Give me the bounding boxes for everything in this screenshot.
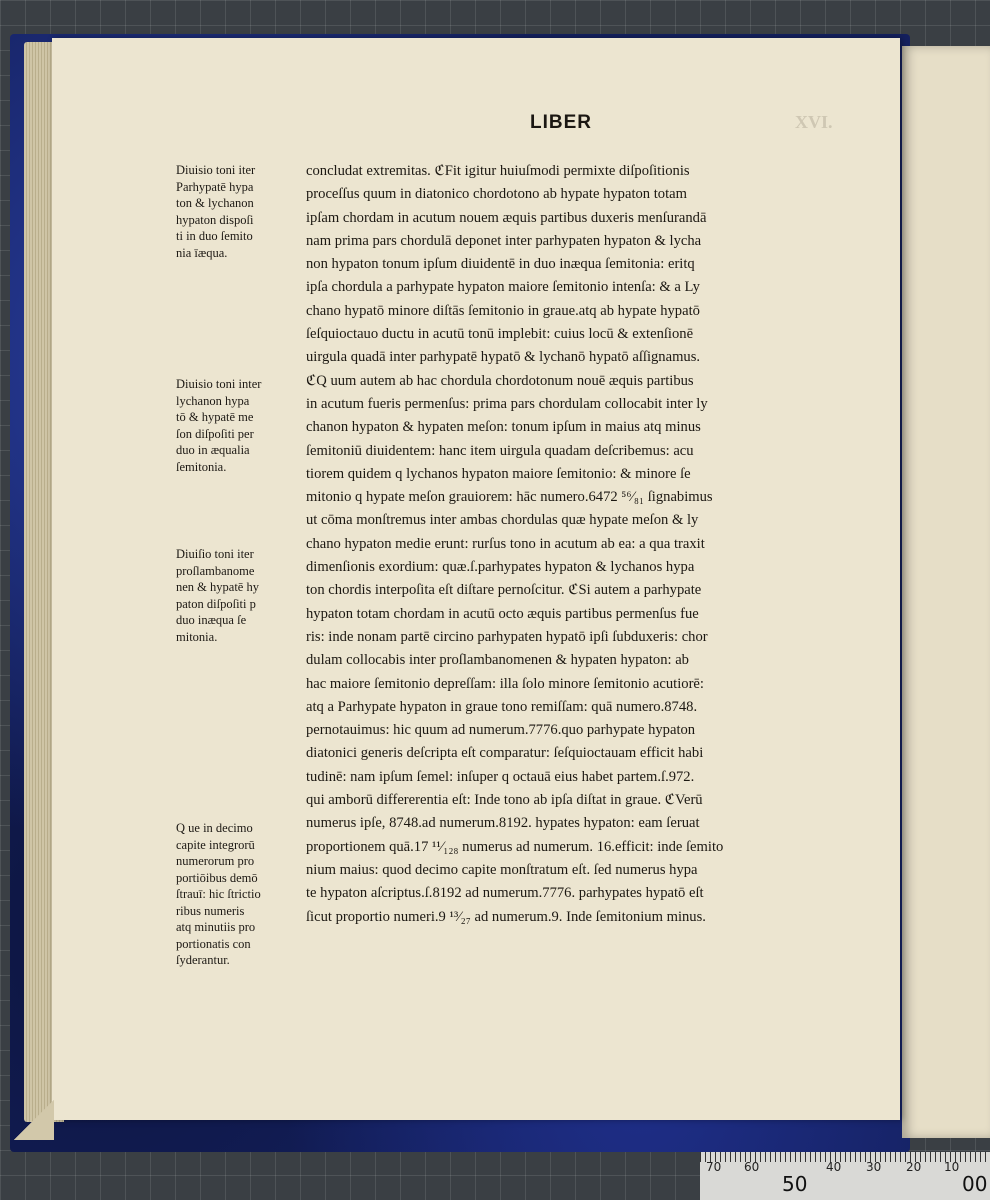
- margin-note-line: hypaton dispoſi: [176, 212, 254, 227]
- ruler-label: 20: [906, 1160, 922, 1174]
- text-line: te hypaton aſcriptus.ſ.8192 ad numerum.7776. parhypates hypatō eſt: [306, 885, 704, 902]
- ruler-label-large: 00: [962, 1172, 988, 1196]
- ruler-label: 60: [744, 1160, 760, 1174]
- text-line: tudinē: nam ipſum ſemel: inſuper q octauā eius habet partem.ſ.972.: [306, 768, 695, 785]
- text-line: ton chordis interpoſita eſt diſtare pernoſcitur. ℭSi autem a parhypate: [306, 582, 702, 599]
- margin-note-line: numerorum pro: [176, 854, 255, 868]
- text-line: hac maiore ſemitonio depreſſam: illa ſolo minore ſemitonio acutiorē:: [306, 675, 704, 692]
- margin-note-4: [176, 820, 294, 969]
- margin-note-line: ſemitonia.: [176, 459, 227, 474]
- margin-note-line: ſtrauī: hic ſtrictio: [176, 887, 261, 901]
- margin-note-line: ti in duo ſemito: [176, 229, 253, 243]
- ruler-label: 30: [866, 1160, 882, 1174]
- text-line: non hypaton tonum ipſum diuidentē in duo inæqua ſemitonia: eritq: [306, 256, 695, 273]
- facing-page: [902, 46, 990, 1138]
- margin-note-line: Parhypatē hypa: [176, 179, 254, 194]
- margin-note-line: portionatis con: [176, 936, 251, 951]
- margin-note-line: nia īæqua.: [176, 245, 228, 260]
- margin-note-line: ſon diſpoſiti per: [176, 426, 254, 441]
- text-line: chano hypaton medie erunt: rurſus tono in acutum ab ea: a qua traxit: [306, 535, 705, 552]
- margin-note-line: duo in æqualia: [176, 443, 250, 457]
- text-line: pernotauimus: hic quum ad numerum.7776.quo parhypate hypaton: [306, 722, 696, 739]
- text-line: chano hypatō minore diſtās ſemitonio in graue.atq ab hypate hypatō: [306, 302, 700, 319]
- margin-note-line: capite integrorū: [176, 837, 255, 852]
- margin-note-line: ribus numeris: [176, 903, 245, 918]
- margin-note-line: Diuisio toni inter: [176, 377, 262, 391]
- text-line: diatonici generis deſcripta eſt comparatur: ſeſquioctauam efficit habi: [306, 745, 704, 762]
- text-line: tiorem quidem q lychanos hypaton maiore ſemitonio: & minore ſe: [306, 465, 691, 482]
- margin-note-line: mitonia.: [176, 629, 218, 644]
- text-line: hypaton totam chordam in acutū octo æquis partibus permenſus fue: [306, 605, 699, 622]
- text-line: ut cōma monſtremus inter ambas chordulas quæ hypate meſon & ly: [306, 512, 699, 529]
- margin-note-line: ſyderantur.: [176, 953, 230, 967]
- text-line: qui amborū differerentia eſt: Inde tono ab ipſa diſtat in graue. ℭVerū: [306, 792, 703, 809]
- text-line: ſemitoniū diuidentem: hanc item uirgula quadam deſcribemus: acu: [306, 442, 694, 459]
- margin-note-2: [176, 376, 294, 475]
- text-line: ris: inde nonam partē circino parhypaten hypatō ipſi ſubduxeris: chor: [306, 628, 708, 645]
- text-line: ipſam chordam in acutum nouem æquis partibus duxeris menſurandā: [306, 209, 707, 226]
- margin-note-line: lychanon hypa: [176, 393, 250, 408]
- ruler-label-large: 50: [782, 1172, 808, 1196]
- text-line: nam prima pars chordulā deponet inter parhypaten hypaton & lycha: [306, 232, 702, 249]
- text-line: atq a Parhypate hypaton in graue tono remiſſam: quā numero.8748.: [306, 698, 698, 715]
- margin-note-line: ton & lychanon: [176, 196, 254, 210]
- text-line: dulam collocabis inter proſlambanomenen & hypaten hypaton: ab: [306, 652, 689, 669]
- main-text-block: [306, 160, 836, 929]
- ruler-label: 70: [706, 1160, 722, 1174]
- text-line: ſicut proportio numeri.9 ¹³⁄₂₇ ad numerum.9. Inde ſemitonium minus.: [306, 908, 706, 925]
- text-line: ipſa chordula a parhypate hypaton maiore ſemitonio intenſa: & a Ly: [306, 279, 700, 296]
- text-line: proceſſus quum in diatonico chordotono ab hypate hypaton totam: [306, 186, 687, 203]
- margin-note-line: duo inæqua ſe: [176, 613, 247, 627]
- text-line: nium maius: quod decimo capite monſtratum eſt. ſed numerus hypa: [306, 861, 698, 878]
- text-line: chanon hypaton & hypaten meſon: tonum ipſum in maius atq minus: [306, 419, 701, 436]
- text-line: concludat extremitas. ℭFit igitur huiuſmodi permixte diſpoſitionis: [306, 163, 690, 179]
- page-corner: [14, 1100, 54, 1140]
- show-through-page-number: XVI.: [795, 112, 833, 132]
- margin-note-line: paton diſpoſiti p: [176, 596, 256, 611]
- margin-note-line: atq minutiis pro: [176, 920, 256, 934]
- margin-note-line: Q ue in decimo: [176, 821, 253, 835]
- running-head: LIBER: [530, 112, 592, 133]
- text-line: ℭQ uum autem ab hac chordula chordotonum nouē æquis partibus: [306, 372, 694, 389]
- text-line: dimenſionis exordium: quæ.ſ.parhypates hypaton & lychanos hypa: [306, 559, 695, 576]
- margin-note-1: [176, 162, 294, 261]
- ruler-label: 10: [944, 1160, 960, 1174]
- text-line: uirgula quadā inter parhypatē hypatō & lychanō hypatō aſſignamus.: [306, 349, 701, 366]
- text-line: mitonio q hypate meſon grauiorem: hāc numero.6472 ⁵⁶⁄₈₁ ſignabimus: [306, 489, 713, 506]
- text-line: ſeſquioctauo ductu in acutū tonū implebit: cuius locū & extenſionē: [306, 326, 694, 343]
- margin-note-line: portiōibus demō: [176, 870, 258, 885]
- text-line: numerus ipſe, 8748.ad numerum.8192. hypates hypaton: eam ſeruat: [306, 815, 700, 832]
- margin-note-3: [176, 546, 294, 645]
- margin-note-line: Diuisio toni iter: [176, 163, 256, 177]
- text-line: proportionem quā.17 ¹¹⁄₁₂₈ numerus ad numerum. 16.efficit: inde ſemito: [306, 838, 724, 855]
- margin-note-line: Diuiſio toni iter: [176, 547, 254, 561]
- margin-note-line: nen & hypatē hy: [176, 580, 259, 594]
- ruler-label: 40: [826, 1160, 842, 1174]
- text-line: in acutum fueris permenſus: prima pars chordulam collocabit inter ly: [306, 395, 708, 412]
- margin-note-line: tō & hypatē me: [176, 410, 254, 424]
- margin-note-line: proſlambanome: [176, 563, 255, 578]
